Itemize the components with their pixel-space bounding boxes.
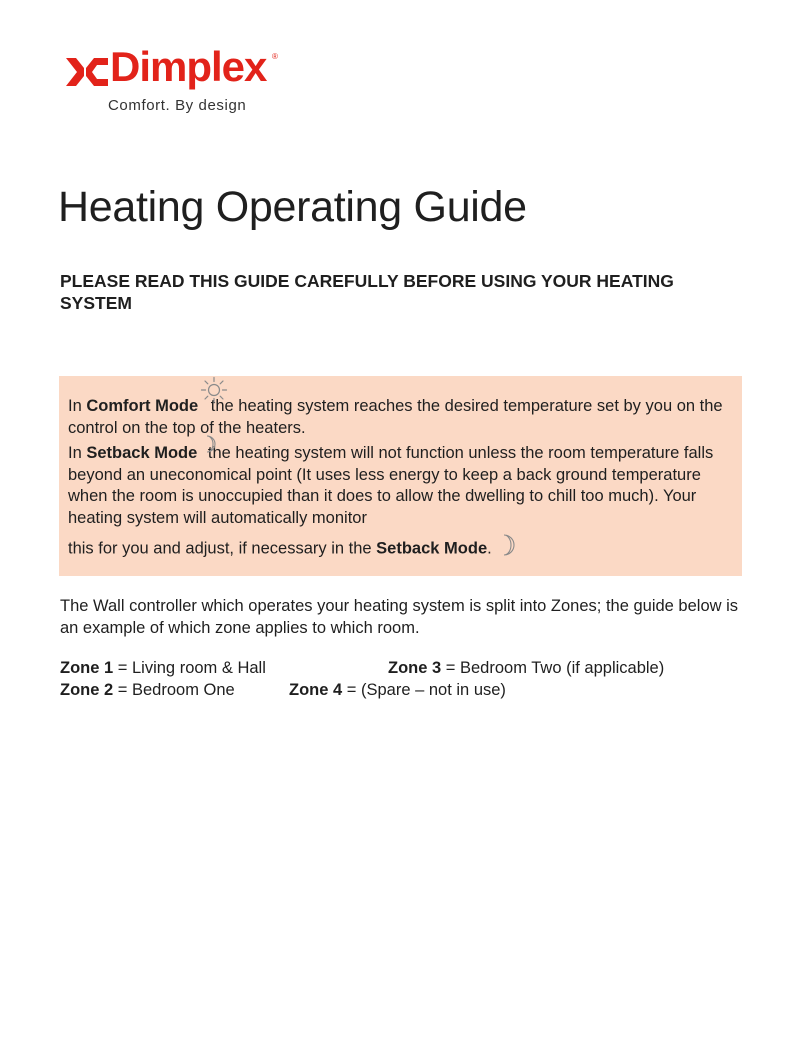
comfort-mode-paragraph	[68, 396, 734, 439]
dimplex-logo-mark-icon	[64, 54, 112, 90]
comfort-mode-name: Comfort Mode	[86, 397, 199, 415]
sun-icon	[200, 376, 228, 404]
page-subtitle: PLEASE READ THIS GUIDE CAREFULLY BEFORE USING YOUR HEATING SYSTEM	[60, 271, 674, 313]
setback-last-mode-name: Setback Mode	[376, 539, 488, 558]
setback-last-prefix: this for you and adjust, if necessary in the	[68, 539, 377, 558]
zone-room: Living room & Hall	[132, 659, 266, 677]
logo-tagline: Comfort. By design	[108, 97, 247, 114]
zone-room: Bedroom Two (if applicable)	[460, 659, 665, 677]
setback-last-suffix: .	[487, 539, 492, 558]
zone-2-entry	[60, 680, 235, 701]
zones-intro-text: The Wall controller which operates your heating system is split into Zones; the guide below is an example of which zone applies to which room.	[60, 597, 739, 637]
moon-icon	[201, 434, 219, 454]
comfort-description: the heating system reaches the desired temperature set by you on the control on the top of the heaters.	[68, 397, 723, 437]
setback-mode-paragraph	[68, 443, 734, 529]
zone-label: Zone 4	[289, 681, 343, 699]
setback-last-line	[68, 537, 734, 561]
moon-icon	[498, 533, 518, 557]
zone-separator: =	[441, 659, 460, 677]
dimplex-logo	[58, 44, 288, 124]
logo-registered-mark: ®	[272, 52, 278, 61]
setback-description: the heating system will not function unless the room temperature falls beyond an uneconomical point (It uses less energy to keep a back ground temperature when the room is unoccupied than it does to allow the dwelling to chill too much). Your heating system will automatically monitor	[68, 444, 714, 527]
setback-prefix: In	[68, 444, 87, 462]
zone-room: (Spare – not in use)	[361, 681, 506, 699]
setback-mode-name: Setback Mode	[86, 444, 198, 462]
zone-separator: =	[342, 681, 361, 699]
zone-label: Zone 1	[60, 659, 114, 677]
logo-brand-name: Dimplex	[110, 43, 267, 90]
modes-info-box	[59, 376, 742, 576]
zone-separator: =	[113, 681, 132, 699]
zone-separator: =	[113, 659, 132, 677]
zone-1-entry	[60, 658, 266, 679]
zone-label: Zone 2	[60, 681, 114, 699]
comfort-prefix: In	[68, 397, 87, 415]
zone-4-entry	[289, 680, 506, 701]
zone-label: Zone 3	[388, 659, 442, 677]
zone-3-entry	[388, 658, 664, 679]
page-title: Heating Operating Guide	[58, 183, 527, 231]
zone-room: Bedroom One	[132, 681, 235, 699]
